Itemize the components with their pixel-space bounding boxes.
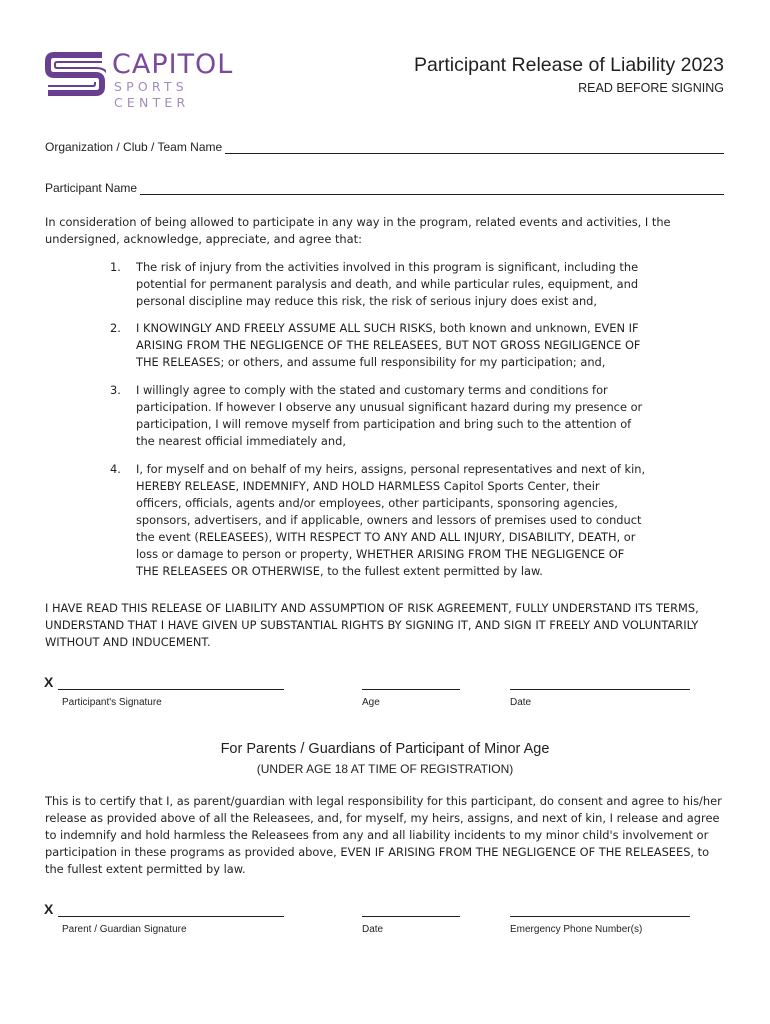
minor-section-title: For Parents / Guardians of Participant of Minor Age — [220, 741, 550, 757]
guardian-paragraph: This is to certify that I, as parent/guardian with legal responsibility for this participant, do consent and agree to his/her release as provided above of all the Releasees, and, for myself, my heirs, assigns, and next of kin, I release and agree to indemnify and hold harmless the Releasees from any and all liability incidents to my minor child's involvement or participation in these programs as provided above, EVEN IF ARISING FROM THE NEGLIGENCE OF THE RELEASEES, to the fullest extent permitted by law. — [45, 794, 722, 876]
emergency-phone-line[interactable] — [510, 916, 690, 917]
minor-section-subtitle: (UNDER AGE 18 AT TIME OF REGISTRATION) — [256, 762, 514, 776]
participant-name-field[interactable] — [45, 181, 724, 195]
organization-field[interactable] — [45, 140, 724, 154]
intro-paragraph: In consideration of being allowed to participate in any way in the program, related events and activities, I the undersigned, acknowledge, appreciate, and agree that: — [45, 215, 671, 246]
guardian-signature-label: Parent / Guardian Signature — [62, 924, 187, 935]
logo-subtitle: SPORTS CENTER — [114, 79, 190, 110]
participant-signature-label: Participant's Signature — [62, 697, 162, 708]
guardian-signature-line[interactable] — [58, 916, 284, 917]
logo-name: CAPITOL — [112, 49, 234, 80]
age-label: Age — [362, 697, 380, 708]
organization-label: Organization / Club / Team Name — [45, 140, 223, 154]
age-line[interactable] — [362, 689, 460, 690]
item-text: The risk of injury from the activities involved in this program is significant, including the potential for permanent paralysis and death, and while particular rules, equipment, and personal discipline may reduce this risk, the risk of serious injury does exist and, — [136, 260, 639, 308]
emergency-phone-label: Emergency Phone Number(s) — [510, 924, 643, 935]
guardian-signature-row — [44, 901, 724, 940]
sign-here-mark: X — [44, 901, 54, 917]
item-number: 4. — [110, 462, 121, 476]
guardian-date-line[interactable] — [362, 916, 460, 917]
company-logo — [44, 49, 254, 110]
participant-date-label: Date — [510, 697, 532, 708]
document-subtitle: READ BEFORE SIGNING — [578, 81, 724, 95]
item-number: 1. — [110, 260, 121, 274]
participant-signature-row — [44, 674, 724, 713]
organization-line[interactable] — [225, 142, 724, 154]
participant-name-label: Participant Name — [45, 181, 138, 195]
item-text: I KNOWINGLY AND FREELY ASSUME ALL SUCH RISKS, both known and unknown, EVEN IF ARISING FROM THE NEGLIGENCE OF THE RELEASEES, BUT NOT GROSS NEGILIGENCE OF THE RELEASES; or others, and assume full responsibility for my participation; and, — [136, 321, 641, 369]
participant-name-line[interactable] — [140, 183, 724, 195]
item-text: I willingly agree to comply with the stated and customary terms and conditions for participation. If however I observe any unusual significant hazard during my presence or participation, I will remove myself from participation and bring such to the attention of the nearest official immediately and, — [136, 383, 643, 448]
acknowledgement-paragraph: I HAVE READ THIS RELEASE OF LIABILITY AND ASSUMPTION OF RISK AGREEMENT, FULLY UNDERSTAND ITS TERMS, UNDERSTAND THAT I HAVE GIVEN UP SUBSTANTIAL RIGHTS BY SIGNING IT, AND SIGN IT FREELY AND VOLUNTARILY WITHOUT AND INDUCEMENT. — [45, 601, 699, 649]
item-number: 3. — [110, 383, 121, 397]
sign-here-mark: X — [44, 674, 54, 690]
participant-date-line[interactable] — [510, 689, 690, 690]
guardian-date-label: Date — [362, 924, 384, 935]
logo-mark-icon — [44, 49, 106, 99]
item-text: I, for myself and on behalf of my heirs, assigns, personal representatives and next of kin, HEREBY RELEASE, INDEMNIFY, AND HOLD HARMLESS Capitol Sports Center, their officers, officials, agents and/or employees, other participants, sponsoring agencies, sponsors, advertisers, and if applicable, owners and lessors of premises used to conduct the event (RELEASEES), WITH RESPECT TO ANY AND ALL INJURY, DISABILITY, DEATH, or loss or damage to person or property, WHETHER ARISING FROM THE NEGLIGENCE OF THE RELEASEES OR OTHERWISE, to the fullest extent permitted by law. — [136, 462, 646, 578]
item-number: 2. — [110, 321, 121, 335]
participant-signature-line[interactable] — [58, 689, 284, 690]
document-title: Participant Release of Liability 2023 — [413, 54, 724, 76]
